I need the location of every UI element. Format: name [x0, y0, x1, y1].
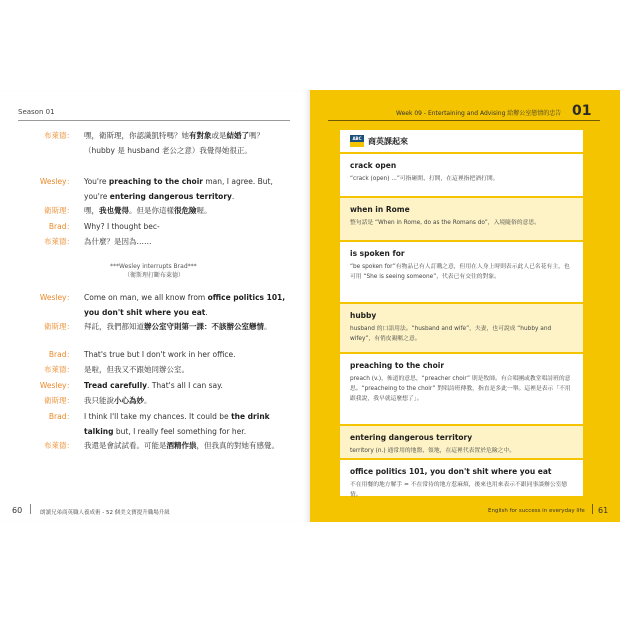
dialogue-row — [18, 219, 290, 234]
dialogue-line: You're preaching to the choir man, I agree. But, you're entering dangerous territory. — [84, 177, 273, 201]
dialogue-line: 是啦，但我又不跟她同辦公室。 — [84, 365, 189, 374]
vocab-term: entering dangerous territory — [350, 433, 473, 442]
dialogue-line: 我還是會試試看。可能是酒精作祟，但我真的對她有感覺。 — [84, 441, 279, 450]
speaker-label: 布萊德： — [44, 237, 74, 246]
vocab-gloss: preach (v.)，佈道的意思，“preacher choir” 則是牧師。有合唱團或教堂唱詩班的意思。“preacheing to the choir” 對唱詩班傳教，指直是多此一舉。這裡是表示「不用跟我說，我早就這麼想了」。 — [350, 376, 571, 402]
speaker-label: 衛斯理： — [44, 396, 74, 405]
stage-direction-en: ***Wesley interrupts Brad*** — [110, 263, 197, 270]
dialogue-line: 為什麼？是因為…… — [84, 237, 152, 246]
dialogue-line: Tread carefully. That's all I can say. — [84, 381, 223, 390]
speaker-label: Wesley： — [39, 293, 74, 302]
vocab-term: when in Rome — [350, 205, 410, 214]
abc-icon-text: ABC — [350, 135, 364, 142]
footer-divider — [30, 504, 31, 514]
speaker-label: Wesley： — [39, 381, 74, 390]
page-number-left: 60 — [12, 506, 23, 515]
footer-divider — [592, 504, 593, 514]
dialogue-row — [18, 347, 290, 362]
speaker-label: Brad： — [48, 222, 74, 231]
right-page — [310, 90, 620, 522]
dialogue-line: I think I'll take my chances. It could be the drink talking but, I really feel something for her. — [84, 412, 270, 436]
vocab-gloss: “be spoken for”有物品已有人訂購之意，但用在人身上時則表示此人已名花有主，也可用 “She is seeing someone”，代表已有交往的對象。 — [350, 264, 570, 280]
week-header: Week 09 - Entertaining and Advising 給辦公室戀情的忠告 — [396, 110, 562, 117]
card-title: 商英課起來 — [368, 136, 408, 146]
vocab-entry — [340, 240, 583, 302]
vocab-card — [340, 130, 583, 496]
left-page — [0, 90, 310, 522]
week-number: 01 — [572, 103, 592, 119]
header-rule — [18, 120, 290, 121]
dialogue-row — [18, 174, 290, 204]
vocab-entry — [340, 352, 583, 424]
stage-direction — [18, 262, 290, 280]
vocab-term: office politics 101, you don't shit where you eat — [350, 467, 552, 476]
footer-book-title: 朗讀兄弟商英職人養成術 - 52 個美文寶提升職場升級 — [40, 510, 170, 516]
vocab-gloss: 不在用餐的地方解手 = 不在常待的地方惹麻煩，後來也用來表示不跟同事談辦公室戀情。 — [350, 482, 568, 498]
vocab-term: hubby — [350, 311, 377, 320]
header-rule — [328, 120, 600, 121]
vocab-term: preaching to the choir — [350, 361, 445, 370]
dialogue-row — [18, 409, 290, 439]
dialogue-line: 拜託，我們都知道辦公室守則第一課：不該辦公室戀情。 — [84, 322, 272, 331]
speaker-label: 布萊德： — [44, 365, 74, 374]
vocab-term: is spoken for — [350, 249, 405, 258]
dialogue-row — [18, 393, 290, 408]
vocab-term: crack open — [350, 161, 397, 170]
dialogue-line: 嘿，我也覺得。但是你這樣很危險喔。 — [84, 206, 212, 215]
book-spread — [0, 90, 620, 522]
page-number-right: 61 — [598, 506, 609, 515]
vocab-gloss: 整句話是 “When in Rome, do as the Romans do”，入境隨俗的意思。 — [350, 220, 540, 226]
vocab-entry — [340, 196, 583, 240]
speaker-label: Brad： — [48, 350, 74, 359]
speaker-label: 衛斯理： — [44, 206, 74, 215]
vocab-entry — [340, 302, 583, 352]
dialogue-row — [18, 234, 290, 249]
season-header: Season 01 — [18, 108, 55, 116]
vocab-gloss: “crack (open) ...”可指砸開、打開，在這裡指把酒打開。 — [350, 176, 499, 182]
footer-series-title: English for success in everyday life — [488, 508, 585, 514]
dialogue-row — [18, 319, 290, 334]
stage-direction-zh: （衛斯理打斷布萊德） — [124, 272, 185, 279]
dialogue-line: 我只能說小心為妙。 — [84, 396, 152, 405]
vocab-entry — [340, 424, 583, 458]
dialogue-row — [18, 203, 290, 218]
dialogue-row — [18, 362, 290, 377]
vocab-gloss: husband 的口語用法。“husband and wife”，夫妻，也可說成 “hubby and wifey”，有俏皮親暱之意。 — [350, 326, 552, 342]
vocab-gloss: territory (n.) 通常用的地盤、領地，在這裡代表置於危險之中。 — [350, 448, 516, 454]
dialogue-row — [18, 128, 290, 158]
dialogue-line: Why? I thought bec- — [84, 222, 160, 231]
dialogue-row — [18, 290, 290, 320]
dialogue-row — [18, 378, 290, 393]
vocab-entry — [340, 152, 583, 196]
speaker-label: 衛斯理： — [44, 322, 74, 331]
dialogue-line: Come on man, we all know from office politics 101, you don't shit where you eat. — [84, 293, 286, 317]
speaker-label: Brad： — [48, 412, 74, 421]
card-header — [350, 134, 408, 148]
dialogue-line: 嘿，衛斯理，你認識凱特嗎？她有對象或是結婚了嗎？（hubby 是 husband 老公之意）我覺得她很正。 — [84, 131, 264, 155]
speaker-label: 布萊德： — [44, 131, 74, 140]
dialogue-row — [18, 438, 290, 453]
abc-book-icon — [350, 135, 364, 147]
vocab-entry — [340, 458, 583, 496]
dialogue-line: That's true but I don't work in her office. — [84, 350, 236, 359]
speaker-label: 布萊德： — [44, 441, 74, 450]
speaker-label: Wesley： — [39, 177, 74, 186]
